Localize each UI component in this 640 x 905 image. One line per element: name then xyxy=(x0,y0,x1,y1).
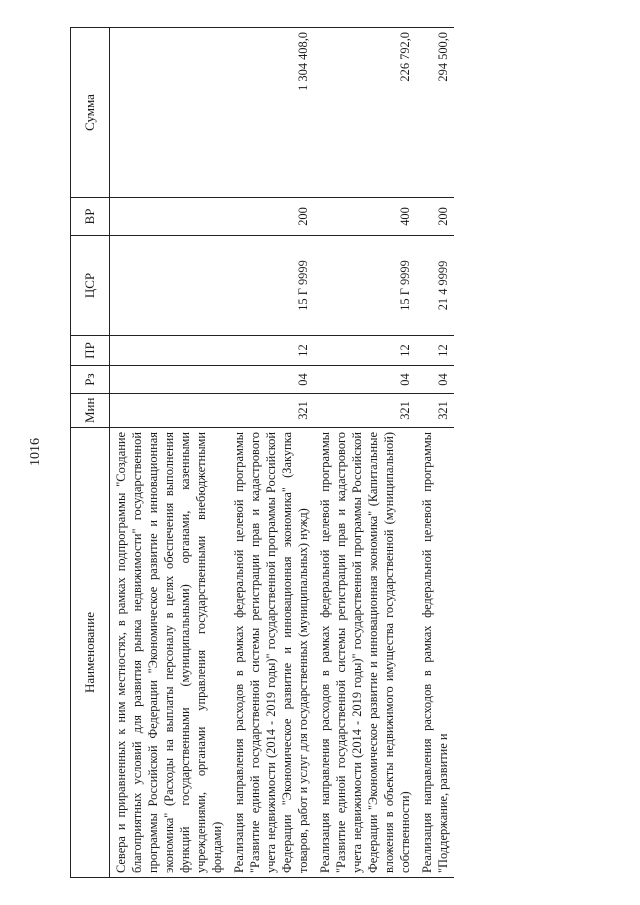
row-pr: 12 xyxy=(314,336,416,366)
row-csr xyxy=(110,236,229,336)
header-sum: Сумма xyxy=(71,28,110,198)
row-min xyxy=(110,394,229,428)
row-vr: 200 xyxy=(416,198,454,236)
row-name: Реализация направления расходов в рамках федеральной целевой программы "Поддержание, развитие и xyxy=(416,428,454,878)
table-header-row xyxy=(71,28,110,878)
row-sum: 294 500,0 xyxy=(416,28,454,198)
table-row xyxy=(228,28,314,878)
row-pr: 12 xyxy=(228,336,314,366)
row-csr: 21 4 9999 xyxy=(416,236,454,336)
row-name: Севера и приравненных к ним местностях, в рамках подпрограммы "Создание благоприятных условий для развития рынка недвижимости" государственной программы Российской Федерации "Экономическое развитие и инновационная экономика" (Расходы на выплаты персоналу в целях обеспечения выполнения функций государственными (муниципальными) органами, казенными учреждениями, органами управления государственными внебюджетными фондами) xyxy=(110,428,229,878)
row-min: 321 xyxy=(416,394,454,428)
header-pr: ПР xyxy=(71,336,110,366)
row-min: 321 xyxy=(314,394,416,428)
row-min: 321 xyxy=(228,394,314,428)
header-name: Наименование xyxy=(71,428,110,878)
header-min: Мин xyxy=(71,394,110,428)
budget-table xyxy=(70,27,454,878)
row-rz: 04 xyxy=(314,366,416,394)
row-vr xyxy=(110,198,229,236)
row-rz: 04 xyxy=(228,366,314,394)
row-csr: 15 Г 9999 xyxy=(314,236,416,336)
row-pr: 12 xyxy=(416,336,454,366)
row-rz xyxy=(110,366,229,394)
row-sum xyxy=(110,28,229,198)
row-sum: 1 304 408,0 xyxy=(228,28,314,198)
budget-table-container xyxy=(70,28,590,878)
row-rz: 04 xyxy=(416,366,454,394)
table-row xyxy=(314,28,416,878)
row-vr: 200 xyxy=(228,198,314,236)
header-csr: ЦСР xyxy=(71,236,110,336)
table-row xyxy=(110,28,229,878)
row-sum: 226 792,0 xyxy=(314,28,416,198)
header-vr: ВР xyxy=(71,198,110,236)
row-vr: 400 xyxy=(314,198,416,236)
row-name: Реализация направления расходов в рамках федеральной целевой программы "Развитие единой государственной системы регистрации прав и кадастрового учета недвижимости (2014 - 2019 годы)" государственной программы Российской Федерации "Экономическое развитие и инновационная экономика" (Капитальные вложения в объекты недвижимого имущества государственной (муниципальной) собственности) xyxy=(314,428,416,878)
table-row xyxy=(416,28,454,878)
row-csr: 15 Г 9999 xyxy=(228,236,314,336)
row-pr xyxy=(110,336,229,366)
header-rz: Рз xyxy=(71,366,110,394)
row-name: Реализация направления расходов в рамках федеральной целевой программы "Развитие единой государственной системы регистрации прав и кадастрового учета недвижимости (2014 - 2019 годы)" государственной программы Российской Федерации "Экономическое развитие и инновационная экономика" (Закупка товаров, работ и услуг для государственных (муниципальных) нужд) xyxy=(228,428,314,878)
page-number: 1016 xyxy=(28,438,43,466)
